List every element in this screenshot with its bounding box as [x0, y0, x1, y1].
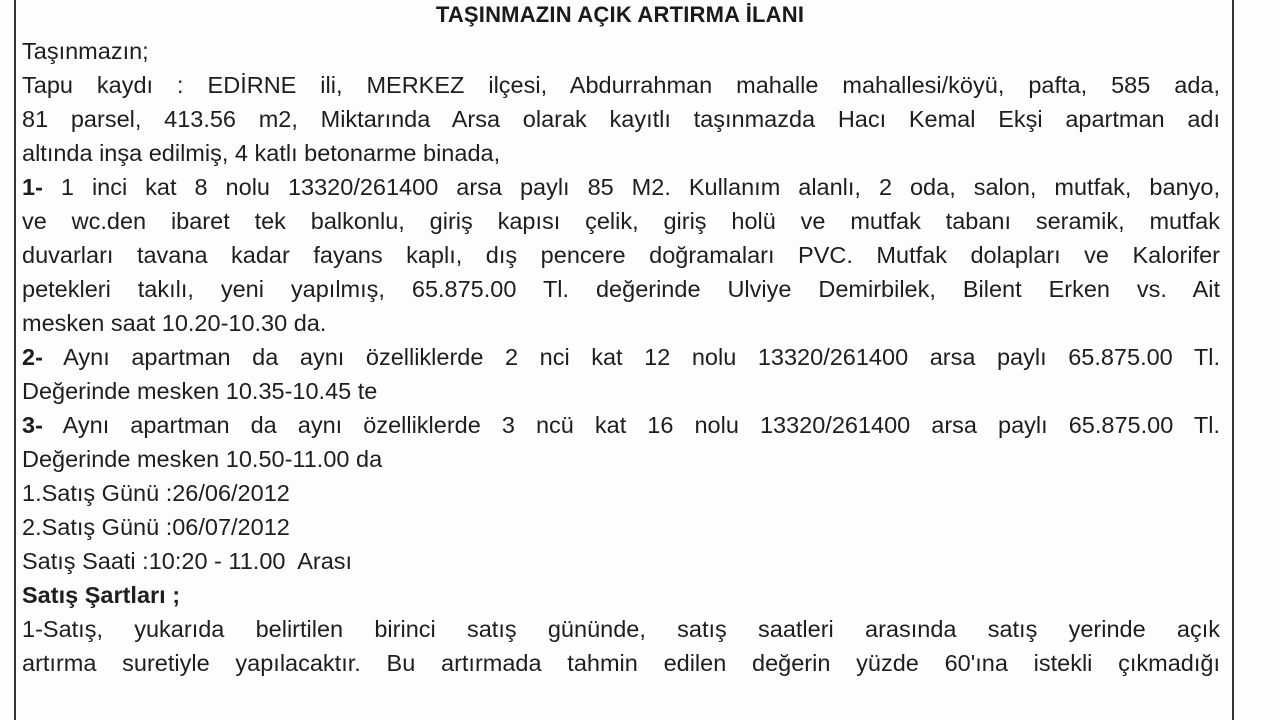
item-2-number: 2- — [22, 344, 43, 370]
item-1-text: 1 inci kat 8 nolu 13320/261400 arsa paylı 85 M2. Kullanım alanlı, 2 oda, salon, mutfak, banyo, — [42, 174, 1220, 200]
item-3-line — [22, 408, 1220, 442]
tapu-line: 81 parsel, 413.56 m2, Miktarında Arsa olarak kayıtlı taşınmazda Hacı Kemal Ekşi apartman adı — [22, 106, 1220, 132]
sale-day-2: 2.Satış Günü :06/07/2012 — [22, 514, 290, 540]
item-2-text: Aynı apartman da aynı özelliklerde 2 nci kat 12 nolu 13320/261400 arsa paylı 65.875.00 Tl. — [42, 344, 1220, 370]
item-1-line: ve wc.den ibaret tek balkonlu, giriş kapısı çelik, giriş holü ve mutfak tabanı seramik, mutfak — [22, 208, 1220, 234]
tapu-line: altında inşa edilmiş, 4 katlı betonarme binada, — [22, 140, 501, 166]
condition-line: artırma suretiyle yapılacaktır. Bu artırmada tahmin edilen değerin yüzde 60'ına istekli çıkmadığı — [22, 650, 1220, 676]
item-3-text: Aynı apartman da aynı özelliklerde 3 ncü kat 16 nolu 13320/261400 arsa paylı 65.875.00 Tl. — [42, 412, 1220, 438]
item-3-number: 3- — [22, 412, 43, 438]
condition-line: 1-Satış, yukarıda belirtilen birinci satış gününde, satış saatleri arasında satış yerinde açık — [22, 616, 1220, 642]
item-1-line: duvarları tavana kadar fayans kaplı, dış pencere doğramaları PVC. Mutfak dolapları ve Kalorifer — [22, 242, 1220, 268]
notice-title: TAŞINMAZIN AÇIK ARTIRMA İLANI — [435, 2, 805, 27]
intro-text: Taşınmazın; — [22, 38, 149, 64]
sale-time: Satış Saati :10:20 - 11.00 Arası — [22, 548, 353, 574]
tapu-line: Tapu kaydı : EDİRNE ili, MERKEZ ilçesi, Abdurrahman mahalle mahallesi/köyü, pafta, 585 ada, — [22, 72, 1220, 98]
item-2-line: Değerinde mesken 10.35-10.45 te — [22, 378, 378, 404]
item-1-line — [22, 170, 1220, 204]
item-2-line — [22, 340, 1220, 374]
item-1-number: 1- — [22, 174, 43, 200]
sale-day-1: 1.Satış Günü :26/06/2012 — [22, 480, 290, 506]
item-1-line: petekleri takılı, yeni yapılmış, 65.875.00 Tl. değerinde Ulviye Demirbilek, Bilent Erken vs. Ait — [22, 276, 1220, 302]
item-3-line: Değerinde mesken 10.50-11.00 da — [22, 446, 383, 472]
item-1-line: mesken saat 10.20-10.30 da. — [22, 310, 327, 336]
conditions-heading: Satış Şartları ; — [22, 582, 181, 608]
notice-body — [22, 34, 1220, 680]
